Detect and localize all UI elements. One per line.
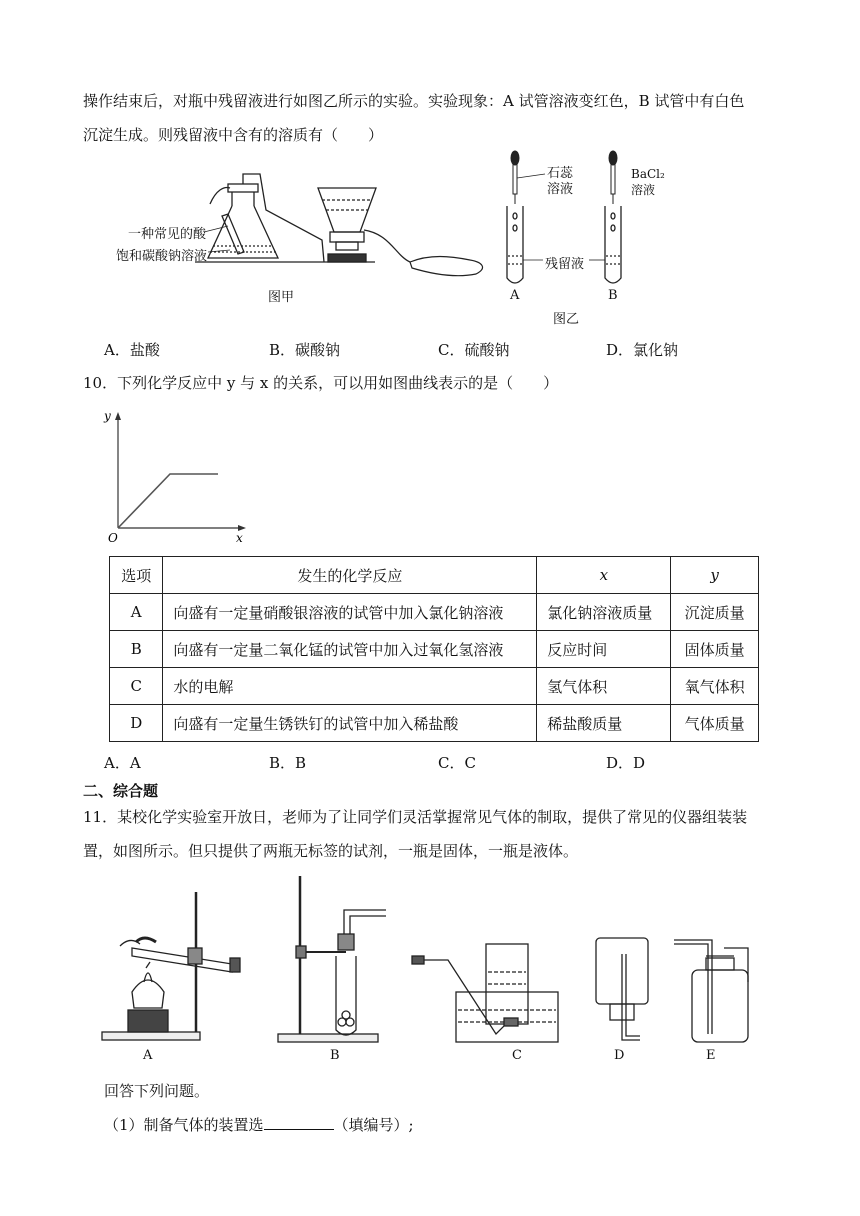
table-cell: 水的电解 bbox=[163, 668, 537, 705]
table-cell: A bbox=[110, 594, 163, 631]
label-litmus-line1: 石蕊 bbox=[547, 166, 574, 181]
table-header: 选项 bbox=[110, 557, 163, 594]
q9-option-d[interactable]: D．氯化钠 bbox=[606, 341, 679, 359]
table-cell: 氯化钠溶液质量 bbox=[537, 594, 671, 631]
q10-option-b[interactable]: B．B bbox=[269, 754, 307, 772]
apparatus-e bbox=[674, 940, 748, 1042]
q11-sub1 bbox=[104, 1114, 414, 1135]
q11-sub1-suffix: （填编号）; bbox=[333, 1116, 414, 1134]
q9-option-c[interactable]: C．硫酸钠 bbox=[438, 341, 510, 359]
balloon-bag bbox=[410, 257, 483, 276]
q9-stem-line1: 操作结束后，对瓶中残留液进行如图乙所示的实验。实验现象：A 试管溶液变红色，B 试管中有白色 bbox=[83, 92, 745, 110]
q10-stem: 10．下列化学反应中 y 与 x 的关系，可以用如图曲线表示的是（ ） bbox=[83, 374, 559, 392]
label-common-acid: 一种常见的酸 bbox=[128, 227, 207, 242]
dropper-b bbox=[609, 151, 617, 204]
table-cell: 氢气体积 bbox=[537, 668, 671, 705]
caption-figure-yi: 图乙 bbox=[553, 312, 580, 327]
table-header: x bbox=[537, 557, 671, 594]
label-litmus-line2: 溶液 bbox=[547, 182, 574, 197]
apparatus-c bbox=[412, 944, 558, 1042]
label-residue: 残留液 bbox=[545, 257, 585, 272]
label-bacl2-line1: BaCl₂ bbox=[631, 167, 665, 181]
q10-table bbox=[109, 556, 759, 742]
label-litmus bbox=[547, 166, 573, 198]
q11-sub1-text: （1）制备气体的装置选 bbox=[104, 1116, 264, 1134]
q9-stem-line2: 沉淀生成。则残留液中含有的溶质有（ ） bbox=[83, 126, 384, 144]
q10-graph bbox=[100, 404, 260, 544]
q10-option-d[interactable]: D．D bbox=[606, 754, 646, 772]
filter-apparatus bbox=[318, 188, 410, 262]
table-cell: 气体质量 bbox=[671, 705, 759, 742]
apparatus-d bbox=[596, 938, 648, 1040]
q10-option-a[interactable]: A．A bbox=[104, 754, 141, 772]
q11-stem-line2: 置，如图所示。但只提供了两瓶无标签的试剂，一瓶是固体，一瓶是液体。 bbox=[83, 842, 579, 860]
table-cell: D bbox=[110, 705, 163, 742]
test-tube-a bbox=[507, 206, 523, 283]
table-cell: B bbox=[110, 631, 163, 668]
label-bacl2-line2: 溶液 bbox=[631, 183, 656, 197]
q9-option-a[interactable]: A．盐酸 bbox=[104, 341, 160, 359]
table-cell: 稀盐酸质量 bbox=[537, 705, 671, 742]
label-tube-a: A bbox=[510, 288, 520, 303]
table-cell: 反应时间 bbox=[537, 631, 671, 668]
apparatus-label-c: C bbox=[512, 1048, 522, 1063]
table-cell: C bbox=[110, 668, 163, 705]
caption-figure-jia: 图甲 bbox=[268, 290, 295, 305]
table-row bbox=[110, 668, 759, 705]
q11-prompt: 回答下列问题。 bbox=[104, 1082, 210, 1100]
origin-label: O bbox=[108, 531, 118, 544]
table-row bbox=[110, 594, 759, 631]
section-title: 二、综合题 bbox=[83, 782, 159, 800]
x-axis-label: x bbox=[236, 531, 243, 544]
label-bacl2 bbox=[631, 166, 665, 198]
q10-option-c[interactable]: C．C bbox=[438, 754, 476, 772]
apparatus-label-d: D bbox=[614, 1048, 625, 1063]
apparatus-label-a: A bbox=[143, 1048, 153, 1063]
table-header-row bbox=[110, 557, 759, 594]
y-axis-label: y bbox=[104, 409, 111, 423]
label-sodium-carbonate: 饱和碳酸钠溶液 bbox=[116, 249, 208, 264]
label-tube-b: B bbox=[608, 288, 618, 303]
table-row bbox=[110, 705, 759, 742]
test-tube-b bbox=[605, 206, 621, 283]
apparatus-label-e: E bbox=[706, 1048, 716, 1063]
q11-stem-line1: 11．某校化学实验室开放日，老师为了让同学们灵活掌握常见气体的制取，提供了常见的仪器组装装 bbox=[83, 808, 748, 826]
table-cell: 固体质量 bbox=[671, 631, 759, 668]
table-cell: 向盛有一定量生锈铁钉的试管中加入稀盐酸 bbox=[163, 705, 537, 742]
apparatus-figure bbox=[100, 872, 760, 1070]
table-cell: 向盛有一定量二氧化锰的试管中加入过氧化氢溶液 bbox=[163, 631, 537, 668]
table-cell: 向盛有一定量硝酸银溶液的试管中加入氯化钠溶液 bbox=[163, 594, 537, 631]
q10-curve bbox=[118, 474, 218, 528]
apparatus-label-b: B bbox=[330, 1048, 340, 1063]
table-cell: 沉淀质量 bbox=[671, 594, 759, 631]
apparatus-a bbox=[102, 892, 240, 1040]
table-row bbox=[110, 631, 759, 668]
apparatus-b bbox=[278, 876, 386, 1042]
y-axis-arrow bbox=[115, 412, 121, 420]
table-cell: 氧气体积 bbox=[671, 668, 759, 705]
reaction-flask bbox=[208, 174, 324, 262]
table-header: y bbox=[671, 557, 759, 594]
answer-blank[interactable] bbox=[264, 1115, 334, 1130]
q9-option-b[interactable]: B．碳酸钠 bbox=[269, 341, 341, 359]
table-header: 发生的化学反应 bbox=[163, 557, 537, 594]
